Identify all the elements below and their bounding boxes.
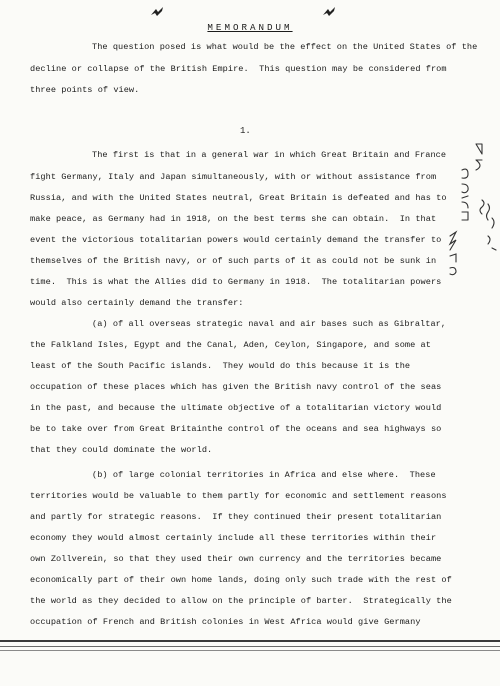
text-line: the Falkland Isles, Egypt and the Canal, Aden, Ceylon, Singapore, and some at xyxy=(30,340,431,350)
text-line: three points of view. xyxy=(30,85,140,95)
text-line: occupation of French and British colonies in West Africa would give Germany xyxy=(30,617,421,627)
text-line: territories would be valuable to them partly for economic and settlement reasons xyxy=(30,491,447,501)
text-line: decline or collapse of the British Empire. This question may be considered from xyxy=(30,64,447,74)
document-title: MEMORANDUM xyxy=(207,22,293,33)
bottom-divider xyxy=(0,646,500,647)
stamp-mark-icon xyxy=(150,6,164,18)
text-line: and partly for strategic reasons. If they continued their present totalitarian xyxy=(30,512,442,522)
text-line: Russia, and with the United States neutral, Great Britain is defeated and has to xyxy=(30,193,447,203)
text-line: be to take over from Great Britainthe control of the oceans and sea highways so xyxy=(30,424,442,434)
text-line: time. This is what the Allies did to Germany in 1918. The totalitarian powers xyxy=(30,277,442,287)
text-line: least of the South Pacific islands. They would do this because it is the xyxy=(30,361,411,371)
text-line: make peace, as Germany had in 1918, on the best terms she can obtain. In that xyxy=(30,214,437,224)
text-line: economy they would almost certainly include all these territories within their xyxy=(30,533,437,543)
text-line: would also certainly demand the transfer: xyxy=(30,298,244,308)
text-line: own Zollverein, so that they used their own currency and the territories became xyxy=(30,554,442,564)
text-line: economically part of their own home lands, doing only such trade with the rest of xyxy=(30,575,452,585)
text-line: event the victorious totalitarian powers would certainly demand the transfer to xyxy=(30,235,442,245)
text-line: themselves of the British navy, or of such parts of it as could not be sunk in xyxy=(30,256,437,266)
section-number: 1. xyxy=(240,126,251,136)
handwritten-margin-note xyxy=(448,140,500,290)
text-line: (b) of large colonial territories in Africa and else where. These xyxy=(92,470,436,480)
text-line: The first is that in a general war in which Great Britain and France xyxy=(92,150,447,160)
text-line: fight Germany, Italy and Japan simultaneously, with or without assistance from xyxy=(30,172,437,182)
text-line: The question posed is what would be the effect on the United States of the xyxy=(92,42,478,52)
bottom-divider xyxy=(0,650,500,651)
text-line: occupation of these places which has given the British navy control of the seas xyxy=(30,382,442,392)
text-line: in the past, and because the ultimate objective of a totalitarian victory would xyxy=(30,403,442,413)
text-line: (a) of all overseas strategic naval and air bases such as Gibraltar, xyxy=(92,319,447,329)
stamp-mark-icon xyxy=(322,6,336,18)
text-line: that they could dominate the world. xyxy=(30,445,213,455)
text-line: the world as they decided to allow on the principle of barter. Strategically the xyxy=(30,596,452,606)
bottom-divider xyxy=(0,640,500,642)
